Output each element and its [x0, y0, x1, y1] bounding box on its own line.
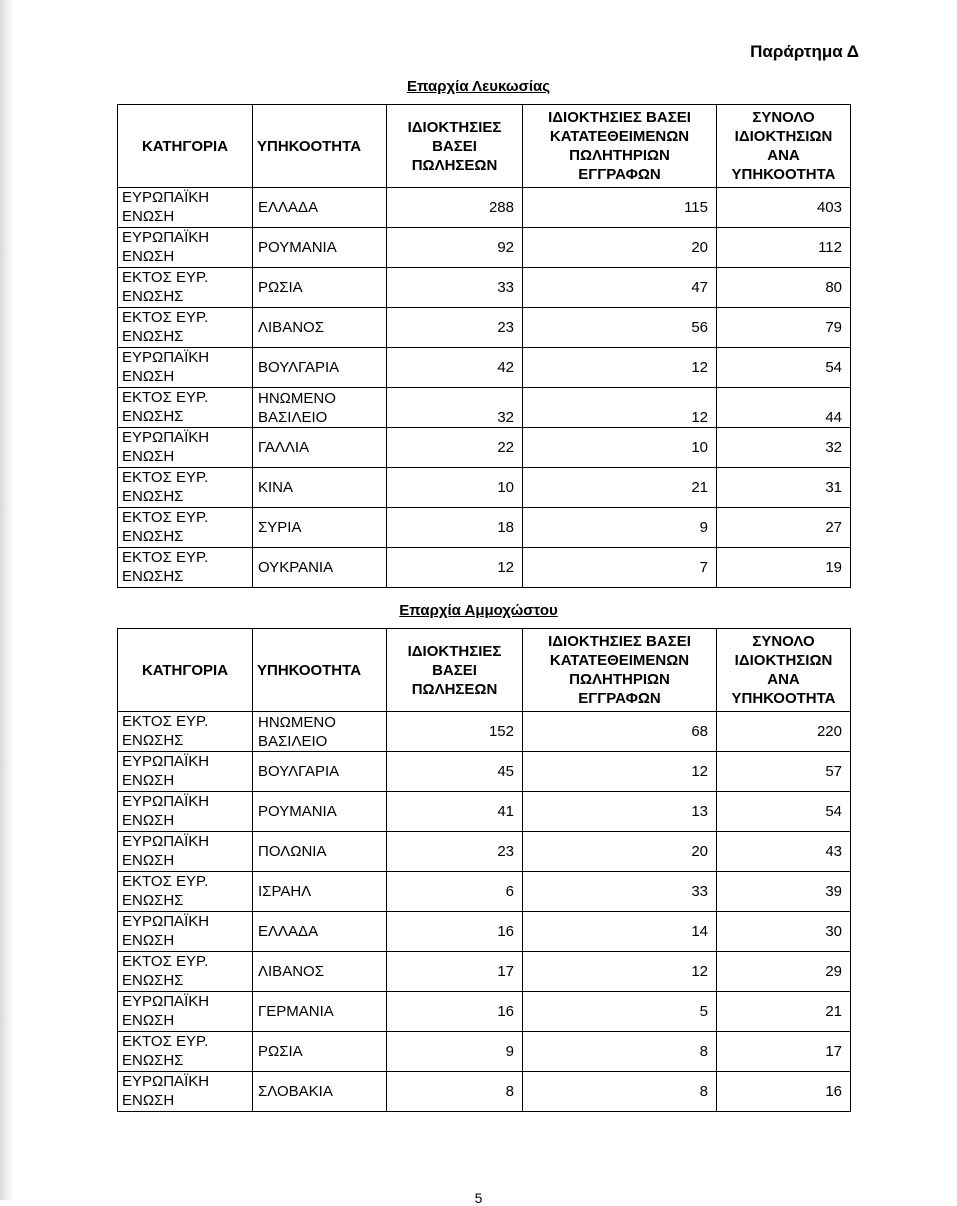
sales-cell: 18 [387, 508, 523, 548]
section-title-nicosia: Επαρχία Λευκωσίας [406, 78, 551, 95]
table-row [118, 952, 851, 992]
deposited-cell: 20 [523, 228, 717, 268]
nationality-cell: ΡΟΥΜΑΝΙΑ [253, 228, 387, 268]
annex-title: Παράρτημα Δ [750, 42, 859, 61]
total-cell: 21 [717, 992, 851, 1032]
total-cell: 17 [717, 1032, 851, 1072]
nationality-cell: ΓΕΡΜΑΝΙΑ [253, 992, 387, 1032]
deposited-cell: 13 [523, 792, 717, 832]
header-category: ΚΑΤΗΓΟΡΙΑ [118, 629, 253, 712]
total-cell: 112 [717, 228, 851, 268]
deposited-cell: 12 [523, 752, 717, 792]
sales-cell: 23 [387, 308, 523, 348]
header-nationality: ΥΠΗΚΟΟΤΗΤΑ [253, 105, 387, 188]
nationality-cell: ΣΥΡΙΑ [253, 508, 387, 548]
nationality-cell: ΟΥΚΡΑΝΙΑ [253, 548, 387, 588]
table-row [118, 428, 851, 468]
total-cell: 32 [717, 428, 851, 468]
table-row [118, 348, 851, 388]
table-row [118, 792, 851, 832]
header-sales: ΙΔΙΟΚΤΗΣΙΕΣ ΒΑΣΕΙ ΠΩΛΗΣΕΩΝ [387, 629, 523, 712]
total-cell: 54 [717, 348, 851, 388]
total-cell: 31 [717, 468, 851, 508]
deposited-cell: 12 [523, 952, 717, 992]
nationality-cell: ΛΙΒΑΝΟΣ [253, 308, 387, 348]
sales-cell: 32 [387, 388, 523, 428]
total-cell: 16 [717, 1072, 851, 1112]
nationality-cell: ΡΩΣΙΑ [253, 268, 387, 308]
category-cell: ΕΥΡΩΠΑΪΚΗ ΕΝΩΣΗ [118, 792, 253, 832]
sales-cell: 45 [387, 752, 523, 792]
page-number: 5 [474, 1190, 483, 1206]
nationality-cell: ΣΛΟΒΑΚΙΑ [253, 1072, 387, 1112]
category-cell: ΕΚΤΟΣ ΕΥΡ. ΕΝΩΣΗΣ [118, 872, 253, 912]
total-cell: 403 [717, 188, 851, 228]
deposited-cell: 8 [523, 1072, 717, 1112]
header-sales: ΙΔΙΟΚΤΗΣΙΕΣ ΒΑΣΕΙ ΠΩΛΗΣΕΩΝ [387, 105, 523, 188]
category-cell: ΕΥΡΩΠΑΪΚΗ ΕΝΩΣΗ [118, 992, 253, 1032]
sales-cell: 12 [387, 548, 523, 588]
category-cell: ΕΚΤΟΣ ΕΥΡ. ΕΝΩΣΗΣ [118, 388, 253, 428]
table-row [118, 388, 851, 428]
category-cell: ΕΥΡΩΠΑΪΚΗ ΕΝΩΣΗ [118, 228, 253, 268]
table-famagusta [117, 628, 851, 1112]
header-total: ΣΥΝΟΛΟ ΙΔΙΟΚΤΗΣΙΩΝ ΑΝΑ ΥΠΗΚΟΟΤΗΤΑ [717, 105, 851, 188]
category-cell: ΕΥΡΩΠΑΪΚΗ ΕΝΩΣΗ [118, 832, 253, 872]
table-row [118, 832, 851, 872]
table-nicosia [117, 104, 851, 588]
total-cell: 44 [717, 388, 851, 428]
deposited-cell: 68 [523, 712, 717, 752]
nationality-cell: ΒΟΥΛΓΑΡΙΑ [253, 348, 387, 388]
table-row [118, 508, 851, 548]
category-cell: ΕΥΡΩΠΑΪΚΗ ΕΝΩΣΗ [118, 188, 253, 228]
header-deposited: ΙΔΙΟΚΤΗΣΙΕΣ ΒΑΣΕΙ ΚΑΤΑΤΕΘΕΙΜΕΝΩΝ ΠΩΛΗΤΗΡΙΩΝ ΕΓΓΡΑΦΩΝ [523, 105, 717, 188]
sales-cell: 10 [387, 468, 523, 508]
table-row [118, 912, 851, 952]
sales-cell: 17 [387, 952, 523, 992]
deposited-cell: 115 [523, 188, 717, 228]
total-cell: 27 [717, 508, 851, 548]
deposited-cell: 21 [523, 468, 717, 508]
table-row [118, 712, 851, 752]
sales-cell: 92 [387, 228, 523, 268]
nationality-cell: ΙΣΡΑΗΛ [253, 872, 387, 912]
table-row [118, 188, 851, 228]
total-cell: 220 [717, 712, 851, 752]
deposited-cell: 10 [523, 428, 717, 468]
table-row [118, 268, 851, 308]
category-cell: ΕΚΤΟΣ ΕΥΡ. ΕΝΩΣΗΣ [118, 712, 253, 752]
total-cell: 30 [717, 912, 851, 952]
table-row [118, 872, 851, 912]
category-cell: ΕΚΤΟΣ ΕΥΡ. ΕΝΩΣΗΣ [118, 468, 253, 508]
total-cell: 29 [717, 952, 851, 992]
deposited-cell: 8 [523, 1032, 717, 1072]
table-row [118, 468, 851, 508]
deposited-cell: 12 [523, 348, 717, 388]
category-cell: ΕΚΤΟΣ ΕΥΡ. ΕΝΩΣΗΣ [118, 508, 253, 548]
section-title-famagusta: Επαρχία Αμμοχώστου [399, 602, 558, 619]
total-cell: 57 [717, 752, 851, 792]
nationality-cell: ΒΟΥΛΓΑΡΙΑ [253, 752, 387, 792]
deposited-cell: 14 [523, 912, 717, 952]
total-cell: 43 [717, 832, 851, 872]
category-cell: ΕΥΡΩΠΑΪΚΗ ΕΝΩΣΗ [118, 348, 253, 388]
deposited-cell: 47 [523, 268, 717, 308]
table-row [118, 308, 851, 348]
category-cell: ΕΚΤΟΣ ΕΥΡ. ΕΝΩΣΗΣ [118, 952, 253, 992]
table-header-row [118, 629, 851, 712]
nationality-cell: ΕΛΛΑΔΑ [253, 188, 387, 228]
sales-cell: 288 [387, 188, 523, 228]
total-cell: 39 [717, 872, 851, 912]
sales-cell: 23 [387, 832, 523, 872]
sales-cell: 152 [387, 712, 523, 752]
table-row [118, 752, 851, 792]
header-total: ΣΥΝΟΛΟ ΙΔΙΟΚΤΗΣΙΩΝ ΑΝΑ ΥΠΗΚΟΟΤΗΤΑ [717, 629, 851, 712]
category-cell: ΕΥΡΩΠΑΪΚΗ ΕΝΩΣΗ [118, 752, 253, 792]
category-cell: ΕΥΡΩΠΑΪΚΗ ΕΝΩΣΗ [118, 428, 253, 468]
sales-cell: 9 [387, 1032, 523, 1072]
header-category: ΚΑΤΗΓΟΡΙΑ [118, 105, 253, 188]
sales-cell: 8 [387, 1072, 523, 1112]
nationality-cell: ΗΝΩΜΕΝΟ ΒΑΣΙΛΕΙΟ [253, 712, 387, 752]
deposited-cell: 56 [523, 308, 717, 348]
table-row [118, 548, 851, 588]
total-cell: 79 [717, 308, 851, 348]
category-cell: ΕΚΤΟΣ ΕΥΡ. ΕΝΩΣΗΣ [118, 548, 253, 588]
sales-cell: 6 [387, 872, 523, 912]
category-cell: ΕΚΤΟΣ ΕΥΡ. ΕΝΩΣΗΣ [118, 268, 253, 308]
deposited-cell: 5 [523, 992, 717, 1032]
deposited-cell: 33 [523, 872, 717, 912]
sales-cell: 33 [387, 268, 523, 308]
header-deposited: ΙΔΙΟΚΤΗΣΙΕΣ ΒΑΣΕΙ ΚΑΤΑΤΕΘΕΙΜΕΝΩΝ ΠΩΛΗΤΗΡΙΩΝ ΕΓΓΡΑΦΩΝ [523, 629, 717, 712]
category-cell: ΕΚΤΟΣ ΕΥΡ. ΕΝΩΣΗΣ [118, 308, 253, 348]
table-header-row [118, 105, 851, 188]
nationality-cell: ΚΙΝΑ [253, 468, 387, 508]
sales-cell: 41 [387, 792, 523, 832]
deposited-cell: 7 [523, 548, 717, 588]
nationality-cell: ΕΛΛΑΔΑ [253, 912, 387, 952]
category-cell: ΕΥΡΩΠΑΪΚΗ ΕΝΩΣΗ [118, 1072, 253, 1112]
nationality-cell: ΠΟΛΩΝΙΑ [253, 832, 387, 872]
sales-cell: 22 [387, 428, 523, 468]
table-row [118, 1072, 851, 1112]
nationality-cell: ΡΩΣΙΑ [253, 1032, 387, 1072]
total-cell: 54 [717, 792, 851, 832]
nationality-cell: ΛΙΒΑΝΟΣ [253, 952, 387, 992]
table-row [118, 992, 851, 1032]
table-row [118, 1032, 851, 1072]
category-cell: ΕΥΡΩΠΑΪΚΗ ΕΝΩΣΗ [118, 912, 253, 952]
page-edge-shadow [0, 0, 14, 1200]
deposited-cell: 20 [523, 832, 717, 872]
deposited-cell: 12 [523, 388, 717, 428]
nationality-cell: ΗΝΩΜΕΝΟ ΒΑΣΙΛΕΙΟ [253, 388, 387, 428]
header-nationality: ΥΠΗΚΟΟΤΗΤΑ [253, 629, 387, 712]
sales-cell: 42 [387, 348, 523, 388]
table-row [118, 228, 851, 268]
category-cell: ΕΚΤΟΣ ΕΥΡ. ΕΝΩΣΗΣ [118, 1032, 253, 1072]
deposited-cell: 9 [523, 508, 717, 548]
sales-cell: 16 [387, 992, 523, 1032]
nationality-cell: ΓΑΛΛΙΑ [253, 428, 387, 468]
total-cell: 80 [717, 268, 851, 308]
total-cell: 19 [717, 548, 851, 588]
sales-cell: 16 [387, 912, 523, 952]
nationality-cell: ΡΟΥΜΑΝΙΑ [253, 792, 387, 832]
